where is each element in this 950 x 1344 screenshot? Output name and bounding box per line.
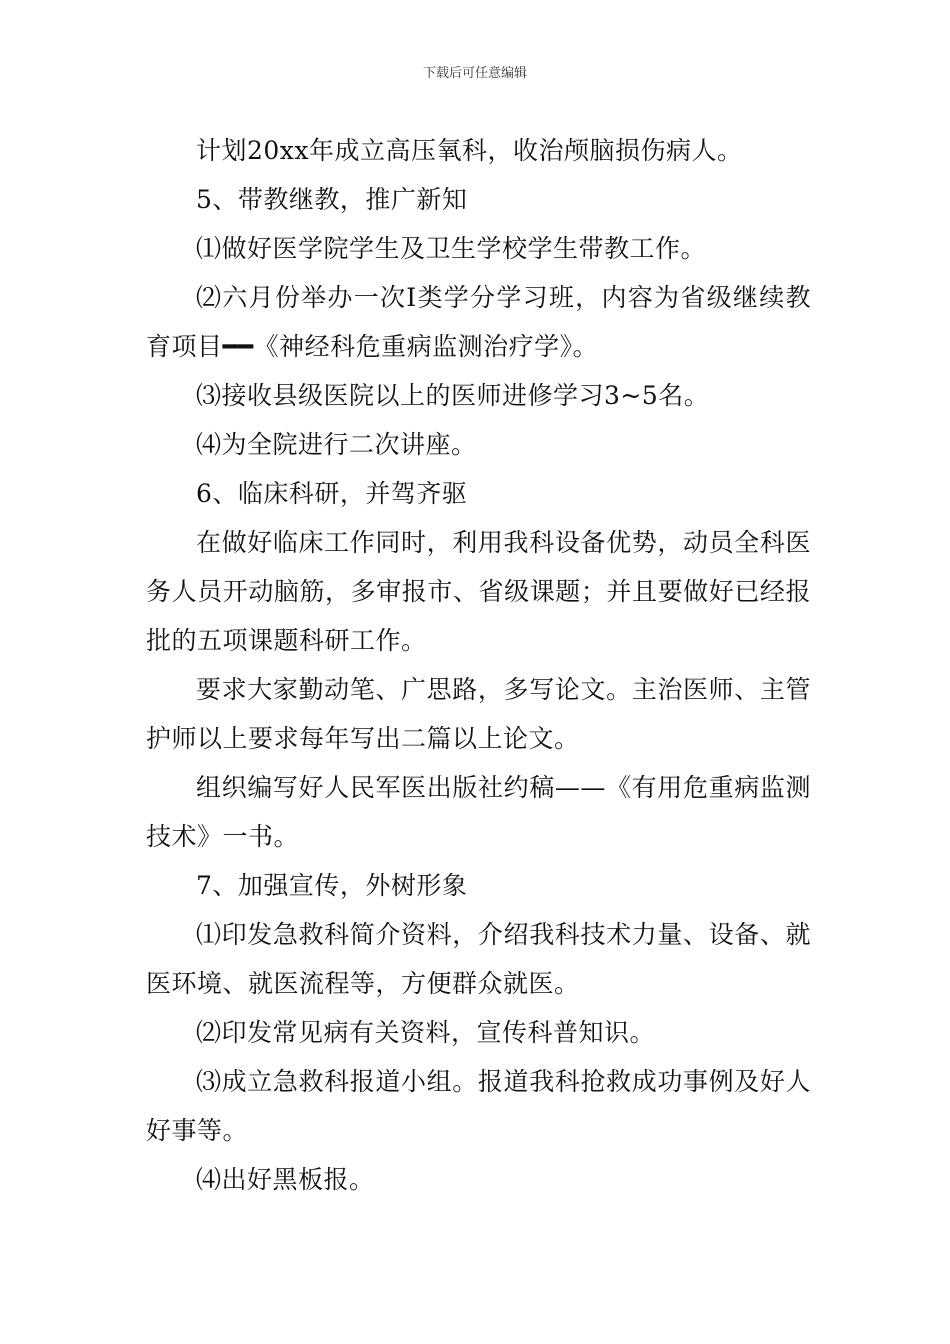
paragraph-teaching-4: ⑷为全院进行二次讲座。 <box>196 430 477 459</box>
section-heading-research: 6、临床科研，并驾齐驱 <box>196 479 468 508</box>
paragraph-research-2: 要求大家勤动笔、广思路，多写论文。主治医师、主管护师以上要求每年写出二篇以上论文。 <box>146 675 811 753</box>
paragraph-publicity-2: ⑵印发常见病有关资料，宣传科普知识。 <box>196 1018 656 1047</box>
paragraph-research-1: 在做好临床工作同时，利用我科设备优势，动员全科医务人员开动脑筋，多审报市、省级课题；并且要做好已经报批的五项课题科研工作。 <box>146 528 811 655</box>
section-heading-publicity: 7、加强宣传，外树形象 <box>196 871 468 900</box>
paragraph-teaching-2: ⑵六月份举办一次Ⅰ类学分学习班，内容为省级继续教育项目━━《神经科危重病监测治疗学》。 <box>146 283 811 361</box>
paragraph-research-3: 组织编写好人民军医出版社约稿——《有用危重病监测技术》一书。 <box>146 773 811 851</box>
paragraph-teaching-3: ⑶接收县级医院以上的医师进修学习3~5名。 <box>196 381 710 410</box>
paragraph-teaching-1: ⑴做好医学院学生及卫生学校学生带教工作。 <box>196 234 707 263</box>
paragraph-publicity-1: ⑴印发急救科简介资料，介绍我科技术力量、设备、就医环境、就医流程等，方便群众就医。 <box>146 920 811 998</box>
paragraph-publicity-3: ⑶成立急救科报道小组。报道我科抢救成功事例及好人好事等。 <box>146 1067 811 1145</box>
page-header-note: 下载后可任意编辑 <box>422 66 527 81</box>
document-body <box>146 126 811 1204</box>
paragraph-publicity-4: ⑷出好黑板报。 <box>196 1165 375 1194</box>
section-heading-teaching: 5、带教继教，推广新知 <box>196 185 468 214</box>
paragraph-plan-hyperbaric: 计划20xx年成立高压氧科，收治颅脑损伤病人。 <box>196 136 743 165</box>
